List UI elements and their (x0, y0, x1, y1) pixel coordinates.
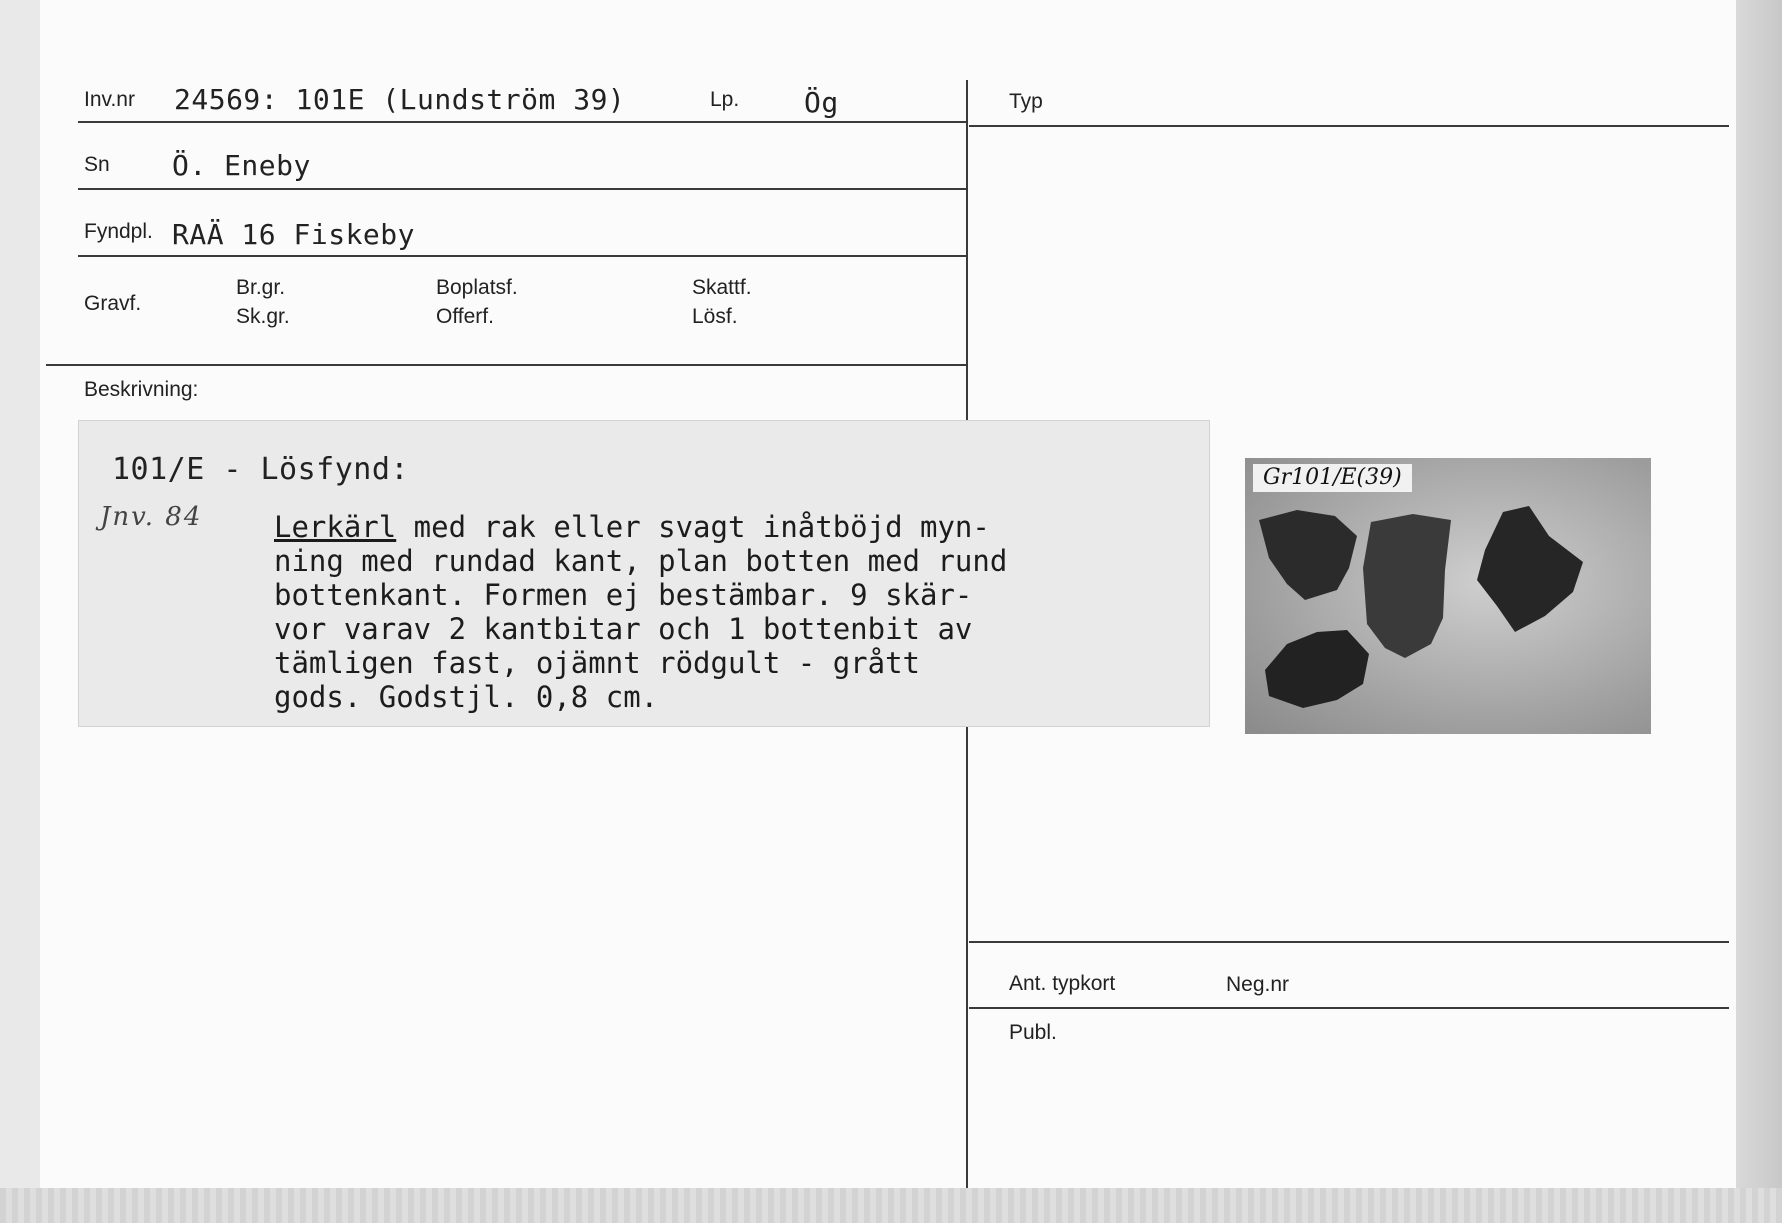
boplatsf-label: Boplatsf. (436, 276, 518, 299)
divider-typ (969, 125, 1729, 127)
divider-footer-top (969, 941, 1729, 943)
gravf-label: Gravf. (84, 292, 142, 315)
divider-sn (78, 188, 966, 190)
inv-label: Inv.nr (84, 88, 135, 111)
fyndpl-label: Fyndpl. (84, 220, 153, 243)
sherds-photograph (1245, 458, 1651, 734)
description-text (274, 510, 1007, 714)
sk-gr-label: Sk.gr. (236, 305, 290, 328)
pottery-sherds-image (1245, 458, 1651, 734)
sn-label: Sn (84, 153, 110, 176)
beskrivning-label: Beskrivning: (84, 378, 199, 401)
divider-inv (78, 121, 966, 123)
description-heading: 101/E - Lösfynd: (112, 452, 409, 487)
lp-value: Ög (804, 86, 839, 119)
losf-label: Lösf. (692, 305, 738, 328)
offerf-label: Offerf. (436, 305, 494, 328)
skattf-label: Skattf. (692, 276, 752, 299)
sn-value: Ö. Eneby (172, 149, 311, 182)
inventory-handwritten-note: Jnv. 84 (100, 502, 203, 532)
description-line: med rak eller svagt inåtböjd myn- (396, 510, 990, 544)
description-line: gods. Godstjl. 0,8 cm. (274, 680, 659, 714)
neg-nr-label: Neg.nr (1226, 973, 1290, 996)
divider-find-types (46, 364, 966, 366)
sherd-1 (1259, 510, 1357, 600)
divider-footer-mid (969, 1007, 1729, 1009)
sherd-4 (1265, 630, 1369, 708)
fyndpl-value: RAÄ 16 Fiskeby (172, 218, 416, 251)
publ-label: Publ. (1009, 1021, 1057, 1044)
inv-value: 24569: 101E (Lundström 39) (174, 83, 626, 116)
description-line: ning med rundad kant, plan botten med rund (274, 544, 1008, 578)
ant-typkort-label: Ant. typkort (1009, 972, 1116, 995)
card-edge-shadow (1736, 0, 1782, 1223)
sherd-2 (1363, 514, 1451, 658)
description-line: tämligen fast, ojämnt rödgult - grått (274, 646, 921, 680)
sherd-3 (1477, 506, 1583, 632)
br-gr-label: Br.gr. (236, 276, 286, 299)
photo-tag: Gr101/E(39) (1253, 464, 1412, 492)
divider-fyndpl (78, 255, 966, 257)
lp-label: Lp. (710, 88, 740, 111)
description-line: bottenkant. Formen ej bestämbar. 9 skär- (274, 578, 973, 612)
description-line: vor varav 2 kantbitar och 1 bottenbit av (274, 612, 973, 646)
card-bottom-edge (0, 1188, 1782, 1223)
description-first-word: Lerkärl (274, 510, 397, 544)
typ-label: Typ (1009, 90, 1043, 113)
